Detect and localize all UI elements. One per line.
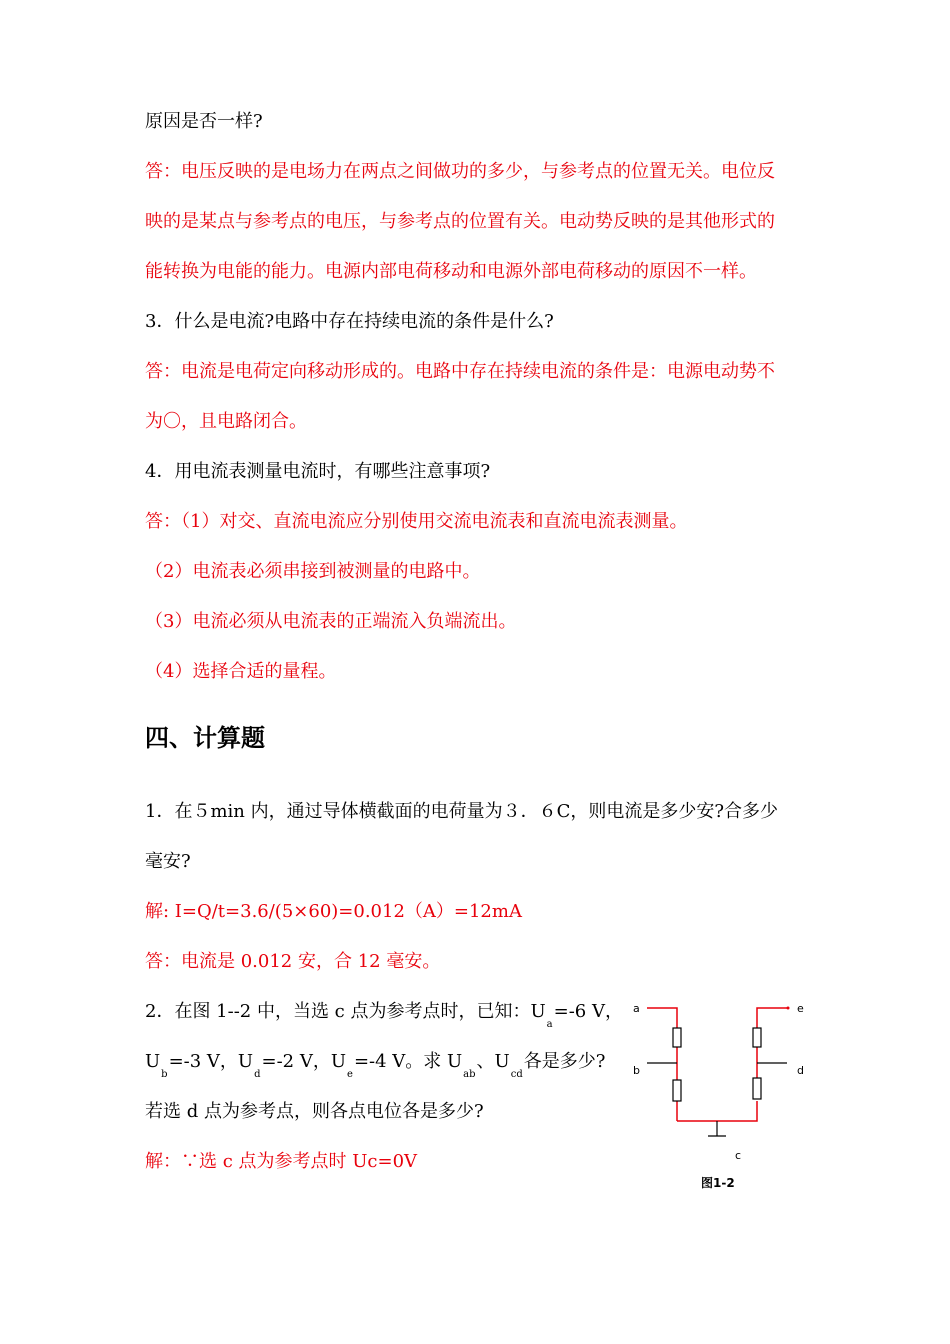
section-heading: 四、计算题 [145,724,265,752]
question-line: 4．用电流表测量电流时，有哪些注意事项? [145,461,491,482]
answer-line: 答：电流是电荷定向移动形成的。电路中存在持续电流的条件是：电源电动势不 [145,361,775,382]
label-b: b [633,1064,640,1077]
answer-line: 为〇，且电路闭合。 [145,411,307,432]
text-line: 原因是否一样? [145,111,263,132]
resistor [753,1078,761,1099]
answer-line: （4）选择合适的量程。 [145,661,337,682]
answer-line: 能转换为电能的能力。电源内部电荷移动和电源外部电荷移动的原因不一样。 [145,261,757,282]
answer-line: 映的是某点与参考点的电压，与参考点的位置有关。电动势反映的是其他形式的 [145,211,775,232]
resistor [753,1028,761,1047]
label-e: e [797,1002,804,1015]
figure-caption: 图1-2 [701,1176,735,1190]
question-line: $U_b=-3$ V，$U_d=-2$ V，$U_e=-4$ V。求 $U_{ab}$、$U_{cd}$各是多少? [145,1051,606,1080]
answer-line: （2）电流表必须串接到被测量的电路中。 [145,561,481,582]
resistor [673,1080,681,1101]
label-d: d [797,1064,804,1077]
circuit-diagram [625,995,825,1195]
question-line: 毫安? [145,851,191,872]
question-line: 若选 d 点为参考点，则各点电位各是多少? [145,1101,484,1122]
label-c: c [735,1149,742,1162]
solution-line: 解：∵选 c 点为参考点时 Uc=0V [145,1151,418,1172]
circuit-wires [647,1008,787,1121]
label-a: a [633,1002,640,1015]
answer-line: 答：电流是 0.012 安，合 12 毫安。 [145,951,441,972]
answer-line: （3）电流必须从电流表的正端流入负端流出。 [145,611,517,632]
question-line: 2．在图 1--2 中，当选 c 点为参考点时，已知：$U_a=-6$ V， [145,1001,623,1030]
question-line: 1．在５min 内，通过导体横截面的电荷量为３．６C，则电流是多少安?合多少 [145,801,779,822]
solution-line: 解: I=Q/t=3.6/(5×60)=0.012（A）=12mA [145,901,522,922]
question-line: 3．什么是电流?电路中存在持续电流的条件是什么? [145,311,554,332]
answer-line: 答：（1）对交、直流电流应分别使用交流电流表和直流电流表测量。 [145,511,688,532]
terminal-e [787,1007,790,1010]
answer-line: 答：电压反映的是电场力在两点之间做功的多少，与参考点的位置无关。电位反 [145,161,775,182]
resistor [673,1028,681,1047]
